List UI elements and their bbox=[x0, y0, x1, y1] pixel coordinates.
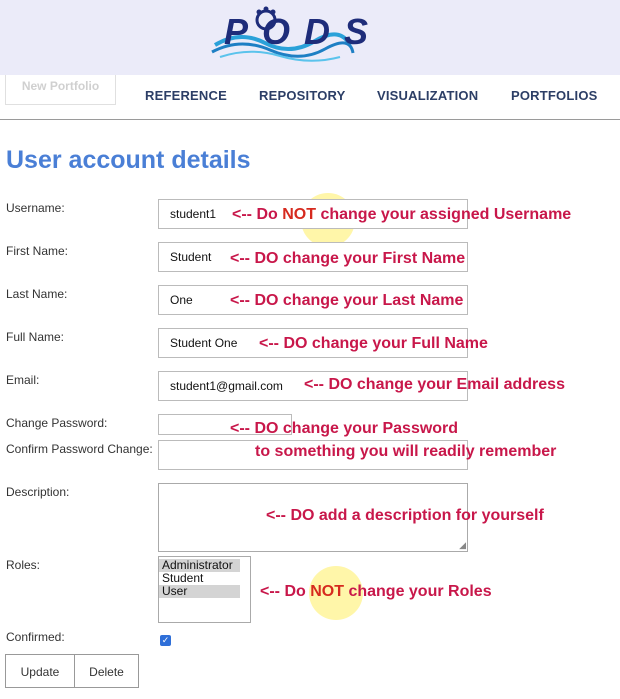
first-name-annotation: <-- DO change your First Name bbox=[230, 250, 466, 267]
roles-listbox[interactable] bbox=[158, 556, 251, 623]
role-option-student[interactable]: Student bbox=[162, 571, 204, 585]
email-annotation: <-- DO change your Email address bbox=[304, 376, 565, 393]
confirmed-checkbox[interactable] bbox=[160, 635, 171, 646]
logo-text: PODS bbox=[224, 11, 383, 52]
username-label: Username: bbox=[6, 201, 65, 215]
role-option-administrator[interactable]: Administrator bbox=[159, 559, 240, 572]
confirmed-label: Confirmed: bbox=[6, 630, 65, 644]
checkmark-icon: ✓ bbox=[161, 635, 170, 645]
pods-logo[interactable] bbox=[210, 5, 383, 70]
update-button[interactable]: Update bbox=[5, 654, 75, 688]
roles-annotation-post: change your Roles bbox=[344, 583, 492, 600]
full-name-annotation: <-- DO change your Full Name bbox=[259, 335, 488, 352]
delete-button[interactable]: Delete bbox=[74, 654, 139, 688]
roles-label: Roles: bbox=[6, 558, 41, 572]
resize-grip-icon[interactable]: ◢ bbox=[459, 540, 466, 550]
main-nav bbox=[0, 75, 620, 120]
page-title: User account details bbox=[6, 146, 251, 174]
roles-annotation-not: NOT bbox=[310, 583, 344, 600]
email-label: Email: bbox=[6, 373, 40, 387]
site-header bbox=[0, 0, 620, 75]
role-option-user[interactable]: User bbox=[159, 585, 240, 598]
last-name-annotation: <-- DO change your Last Name bbox=[230, 292, 464, 309]
description-label: Description: bbox=[6, 485, 70, 499]
nav-reference[interactable]: REFERENCE bbox=[145, 88, 227, 103]
username-annotation-pre: <-- Do bbox=[232, 206, 283, 223]
nav-visualization[interactable]: VISUALIZATION bbox=[377, 88, 479, 103]
username-annotation bbox=[232, 206, 571, 224]
roles-annotation bbox=[260, 583, 492, 601]
roles-annotation-pre: <-- Do bbox=[260, 583, 311, 600]
nav-portfolios[interactable]: PORTFOLIOS bbox=[511, 88, 598, 103]
last-name-label: Last Name: bbox=[6, 287, 68, 301]
password-annotation-line2: to something you will readily remember bbox=[255, 443, 557, 460]
full-name-label: Full Name: bbox=[6, 330, 65, 344]
username-annotation-not: NOT bbox=[282, 206, 316, 223]
change-password-label: Change Password: bbox=[6, 416, 108, 430]
nav-repository[interactable]: REPOSITORY bbox=[259, 88, 346, 103]
confirm-password-label: Confirm Password Change: bbox=[6, 442, 153, 456]
description-annotation: <-- DO add a description for yourself bbox=[266, 507, 544, 524]
new-portfolio-button[interactable]: New Portfolio bbox=[5, 75, 116, 105]
username-annotation-post: change your assigned Username bbox=[316, 206, 572, 223]
password-annotation-line1: <-- DO change your Password bbox=[230, 420, 459, 437]
first-name-label: First Name: bbox=[6, 244, 69, 258]
